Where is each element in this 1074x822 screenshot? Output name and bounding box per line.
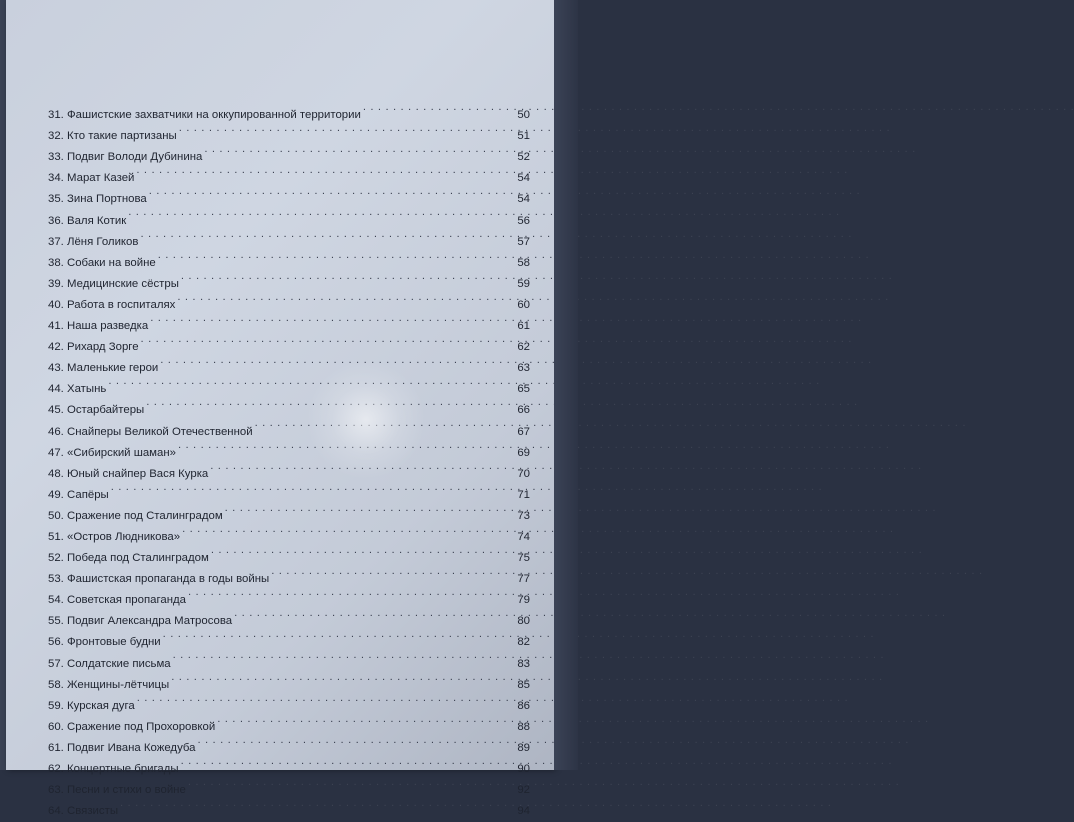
dot-leader — [173, 645, 506, 666]
toc-entry-page-number: 71 — [517, 488, 530, 501]
dot-leader — [141, 329, 506, 350]
toc-entry-page-number: 63 — [517, 362, 530, 375]
toc-entry — [48, 371, 530, 396]
toc-entry-page-number: 80 — [517, 615, 530, 628]
toc-entry-page-number: 70 — [517, 467, 530, 480]
toc-entry-title: 38. Собаки на войне — [48, 256, 156, 269]
dot-leader — [211, 540, 506, 561]
toc-entry-page-number: 94 — [517, 805, 530, 818]
toc-entry-title: 36. Валя Котик — [48, 214, 127, 227]
dot-leader — [181, 266, 506, 287]
toc-entry-title: 37. Лёня Голиков — [48, 235, 139, 248]
toc-entry-title: 44. Хатынь — [48, 383, 107, 396]
toc-entry-title: 56. Фронтовые будни — [48, 636, 161, 649]
dot-leader — [188, 772, 506, 793]
toc-entry-title: 39. Медицинские сёстры — [48, 277, 179, 290]
toc-entry-page-number: 69 — [517, 446, 530, 459]
dot-leader — [204, 139, 506, 160]
toc-entry-page-number: 65 — [517, 383, 530, 396]
dot-leader — [140, 224, 506, 245]
toc-entry — [48, 97, 530, 122]
book-page — [6, 0, 554, 818]
toc-entry-page-number: 58 — [517, 256, 530, 269]
dot-leader — [150, 308, 506, 329]
dot-leader — [198, 730, 507, 751]
toc-entry-title: 52. Победа под Сталинградом — [48, 552, 209, 565]
toc-entry-page-number: 89 — [517, 741, 530, 754]
dot-leader — [149, 181, 506, 202]
dot-leader — [158, 245, 506, 266]
toc-entry-title: 42. Рихард Зорге — [48, 341, 139, 354]
toc-entry — [48, 392, 530, 417]
toc-entry-page-number: 90 — [517, 763, 530, 775]
toc-entry-page-number: 79 — [517, 594, 530, 607]
toc-entry-title: 59. Курская дуга — [48, 699, 135, 712]
background-edge — [554, 0, 578, 770]
toc-entry-page-number: 61 — [517, 320, 530, 333]
dot-leader — [225, 498, 506, 519]
toc-entry-title: 49. Сапёры — [48, 488, 109, 501]
toc-entry-title: 61. Подвиг Ивана Кожедуба — [48, 741, 196, 754]
toc-entry — [48, 793, 530, 818]
toc-entry-title: 60. Сражение под Прохоровкой — [48, 720, 216, 733]
toc-entry-title: 47. «Сибирский шаман» — [48, 446, 176, 459]
toc-entry-page-number: 88 — [517, 720, 530, 733]
toc-entry-title: 31. Фашистские захватчики на оккупированной территории — [48, 109, 361, 122]
dot-leader — [271, 561, 506, 582]
dot-leader — [171, 667, 506, 688]
toc-entry — [48, 477, 530, 501]
dot-leader — [120, 793, 506, 814]
toc-entry-page-number: 82 — [517, 636, 530, 649]
dot-leader — [136, 160, 506, 181]
toc-entry-page-number: 67 — [517, 425, 530, 438]
toc-entry-page-number: 74 — [517, 530, 530, 543]
dot-leader — [210, 456, 506, 477]
toc-entry-page-number: 57 — [517, 235, 530, 248]
toc-entry-page-number: 83 — [517, 657, 530, 670]
toc-entry-title: 58. Женщины-лётчицы — [48, 678, 170, 691]
toc-entry-title: 34. Марат Казей — [48, 172, 135, 185]
dot-leader — [179, 118, 506, 139]
dot-leader — [182, 519, 506, 540]
toc-entry-page-number: 56 — [517, 214, 530, 227]
toc-entry-page-number: 52 — [517, 151, 530, 164]
dot-leader — [163, 624, 506, 645]
dot-leader — [217, 709, 506, 730]
toc-entry-page-number: 66 — [517, 404, 530, 417]
dot-leader — [160, 350, 506, 371]
dot-leader — [128, 202, 506, 223]
toc-entry-title: 57. Солдатские письма — [48, 657, 171, 670]
toc-entry-title: 53. Фашистская пропаганда в годы войны — [48, 573, 270, 586]
dot-leader — [255, 413, 506, 434]
toc-entry-page-number: 62 — [517, 341, 530, 354]
toc-entry-page-number: 92 — [517, 784, 530, 797]
dot-leader — [111, 477, 506, 498]
toc-entry-page-number: 59 — [517, 277, 530, 290]
toc-entry-title: 63. Песни и стихи о войне — [48, 784, 186, 797]
dot-leader — [108, 371, 506, 392]
toc-entry — [48, 498, 530, 522]
toc-entry-title: 43. Маленькие герои — [48, 362, 159, 375]
dot-leader — [178, 435, 506, 456]
toc-entry-page-number: 73 — [517, 509, 530, 522]
toc-entry-title: 35. Зина Портнова — [48, 193, 147, 206]
toc-entry-page-number: 86 — [517, 699, 530, 712]
dot-leader — [188, 582, 506, 603]
dot-leader — [181, 751, 506, 772]
toc-entry-page-number: 60 — [517, 298, 530, 311]
toc-entry-title: 46. Снайперы Великой Отечественной — [48, 425, 253, 438]
toc-entry-title: 45. Остарбайтеры — [48, 404, 145, 417]
toc-entry-page-number: 54 — [517, 193, 530, 206]
toc-entry-title: 40. Работа в госпиталях — [48, 298, 176, 311]
toc-entry-page-number: 75 — [517, 552, 530, 565]
toc-entry-title: 55. Подвиг Александра Матросова — [48, 615, 233, 628]
dot-leader — [137, 688, 506, 709]
toc-entry-page-number: 51 — [517, 130, 530, 143]
toc-entry-title: 62. Концертные бригады — [48, 763, 179, 775]
toc-entry-title: 64. Связисты — [48, 805, 119, 818]
table-of-contents — [48, 97, 530, 818]
dot-leader — [234, 603, 506, 624]
toc-entry-page-number: 77 — [517, 573, 530, 586]
toc-entry-page-number: 50 — [517, 109, 530, 122]
toc-entry-page-number: 85 — [517, 678, 530, 691]
toc-entry-title: 48. Юный снайпер Вася Курка — [48, 467, 209, 480]
toc-entry-title: 32. Кто такие партизаны — [48, 130, 177, 143]
toc-entry-title: 51. «Остров Людникова» — [48, 530, 181, 543]
toc-entry-page-number: 54 — [517, 172, 530, 185]
toc-entry-title: 33. Подвиг Володи Дубинина — [48, 151, 203, 164]
dot-leader — [146, 392, 506, 413]
dot-leader — [177, 287, 506, 308]
toc-entry-title: 41. Наша разведка — [48, 320, 149, 333]
toc-entry-title: 50. Сражение под Сталинградом — [48, 509, 223, 522]
toc-entry-title: 54. Советская пропаганда — [48, 594, 186, 607]
dot-leader — [363, 97, 506, 118]
